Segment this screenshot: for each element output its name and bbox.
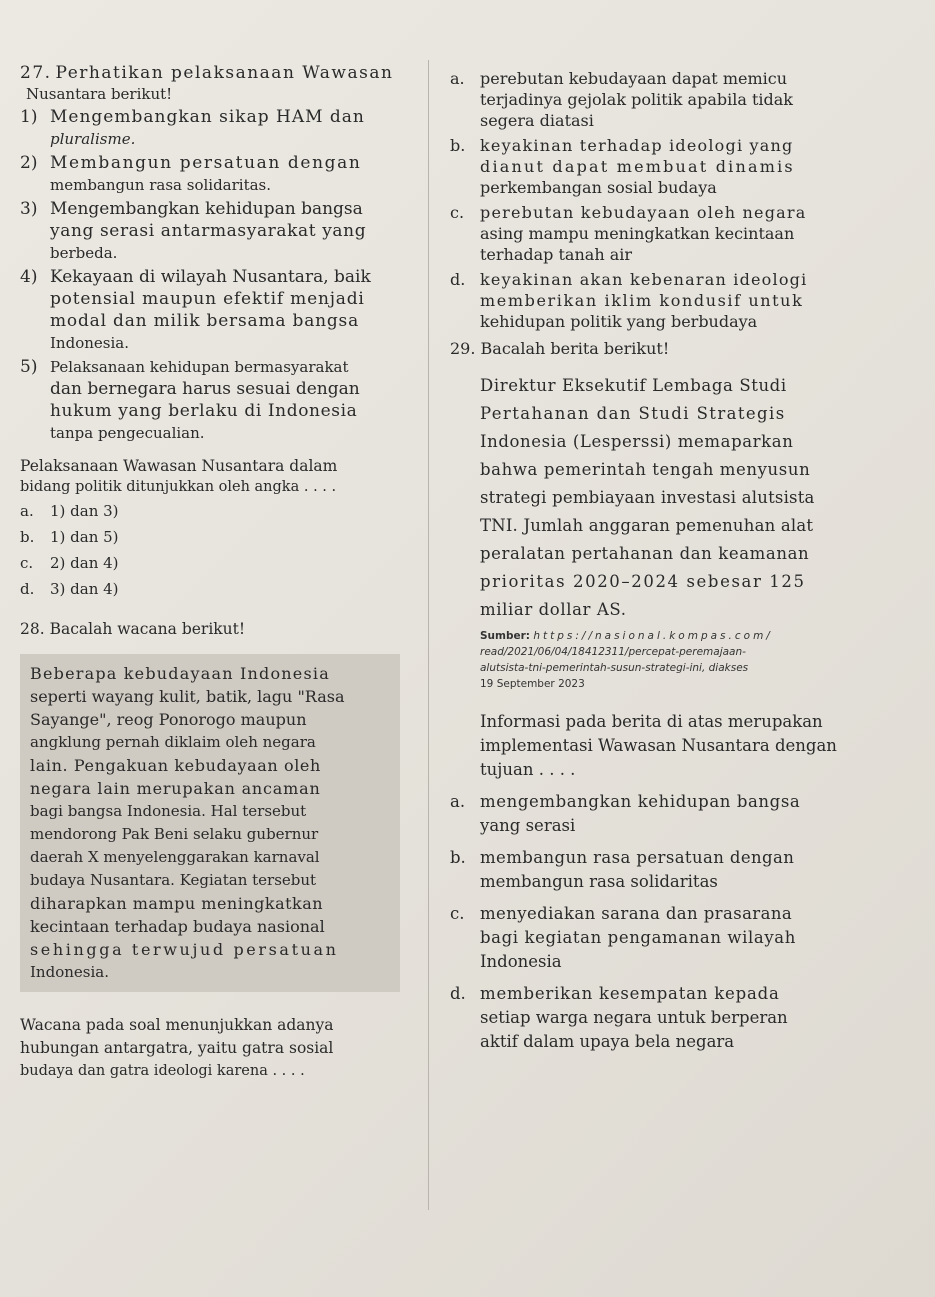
q29-option-c[interactable]: c. menyediakan sarana dan prasarana bagi kegiatan pengamanan wilayah Indonesia (450, 904, 796, 971)
statement-4: 4) Kekayaan di wilayah Nusantara, baik potensial maupun efektif menjadi modal dan milik bersama bangsa Indonesia. (20, 267, 371, 352)
question-27-subtitle: Nusantara berikut! (26, 85, 173, 103)
question-28-title: 28. Bacalah wacana berikut! (20, 620, 246, 638)
question-27-number: 27. (20, 63, 52, 83)
question-27 (20, 62, 415, 602)
q27-option-c[interactable]: c. 2) dan 4) (20, 554, 119, 572)
question-28-passage-box: Beberapa kebudayaan Indonesia seperti wayang kulit, batik, lagu "Rasa Sayange", reog Ponorogo maupun angklung pernah diklaim oleh negara lain. Pengakuan kebudayaan oleh negara lain merupakan ancaman bagi bangsa Indonesia. Hal tersebut mendorong Pak Beni selaku gubernur daerah X menyelenggarakan karnaval budaya Nusantara. Kegiatan tersebut diharapkan mampu meningkatkan kecintaan terhadap budaya nasional sehingga terwujud persatuan Indonesia. (20, 654, 400, 992)
statement-1: 1) Mengembangkan sikap HAM dan pluralisme. (20, 107, 365, 148)
q29-option-b[interactable]: b. membangun rasa persatuan dengan membangun rasa solidaritas (450, 848, 795, 891)
question-29-title: 29. Bacalah berita berikut! (450, 339, 670, 358)
right-column (450, 68, 920, 1054)
left-column (20, 62, 415, 1083)
q27-option-b[interactable]: b. 1) dan 5) (20, 528, 119, 546)
news-excerpt: Direktur Eksekutif Lembaga Studi Pertahanan dan Studi Strategis Indonesia (Lesperssi) memaparkan bahwa pemerintah tengah menyusun strategi pembiayaan investasi alutsista TNI. Jumlah anggaran pemenuhan alat peralatan pertahanan dan keamanan prioritas 2020–2024 sebesar 125 miliar dollar AS. Sumber: https://nasional.kompas.com/ read/2021/06/04/18412311/percepat-peremajaan- alutsista-tni-pemerintah-susun-strategi-ini, diakses 19 September 2023 (450, 372, 920, 692)
column-divider (428, 60, 429, 1210)
question-29 (450, 338, 920, 1054)
q29-option-a[interactable]: a. mengembangkan kehidupan bangsa yang serasi (450, 792, 801, 835)
statement-2: 2) Membangun persatuan dengan membangun rasa solidaritas. (20, 153, 362, 194)
source-url[interactable]: https://nasional.kompas.com/ (533, 630, 773, 642)
question-28-options (450, 68, 920, 332)
q28-option-c[interactable]: c. perebutan kebudayaan oleh negara asing mampu meningkatkan kecintaan terhadap tanah air (450, 203, 807, 264)
news-source: Sumber: https://nasional.kompas.com/ read/2021/06/04/18412311/percepat-peremajaan- alutsista-tni-pemerintah-susun-strategi-ini, diakses 19 September 2023 (480, 630, 773, 690)
statement-5: 5) Pelaksanaan kehidupan bermasyarakat dan bernegara harus sesuai dengan hukum yang berlaku di Indonesia tanpa pengecualian. (20, 357, 360, 442)
q27-option-d[interactable]: d. 3) dan 4) (20, 580, 119, 598)
q28-option-d[interactable]: d. keyakinan akan kebenaran ideologi memberikan iklim kondusif untuk kehidupan politik yang berbudaya (450, 270, 808, 331)
q28-option-a[interactable]: a. perebutan kebudayaan dapat memicu terjadinya gejolak politik apabila tidak segera diatasi (450, 69, 793, 130)
question-28-stem: Wacana pada soal menunjukkan adanya hubungan antargatra, yaitu gatra sosial budaya dan gatra ideologi karena . . . . (20, 1016, 334, 1079)
question-27-stem: Pelaksanaan Wawasan Nusantara dalam bidang politik ditunjukkan oleh angka . . . . (20, 457, 338, 495)
q27-option-a[interactable]: a. 1) dan 3) (20, 502, 119, 520)
question-27-title: Perhatikan pelaksanaan Wawasan (55, 63, 394, 83)
q29-option-d[interactable]: d. memberikan kesempatan kepada setiap warga negara untuk berperan aktif dalam upaya bela negara (450, 984, 788, 1051)
q28-option-b[interactable]: b. keyakinan terhadap ideologi yang dianut dapat membuat dinamis perkembangan sosial budaya (450, 136, 795, 197)
question-28 (20, 620, 415, 1083)
question-29-stem: Informasi pada berita di atas merupakan implementasi Wawasan Nusantara dengan tujuan . . . . (480, 712, 837, 779)
statement-3: 3) Mengembangkan kehidupan bangsa yang serasi antarmasyarakat yang berbeda. (20, 199, 367, 262)
